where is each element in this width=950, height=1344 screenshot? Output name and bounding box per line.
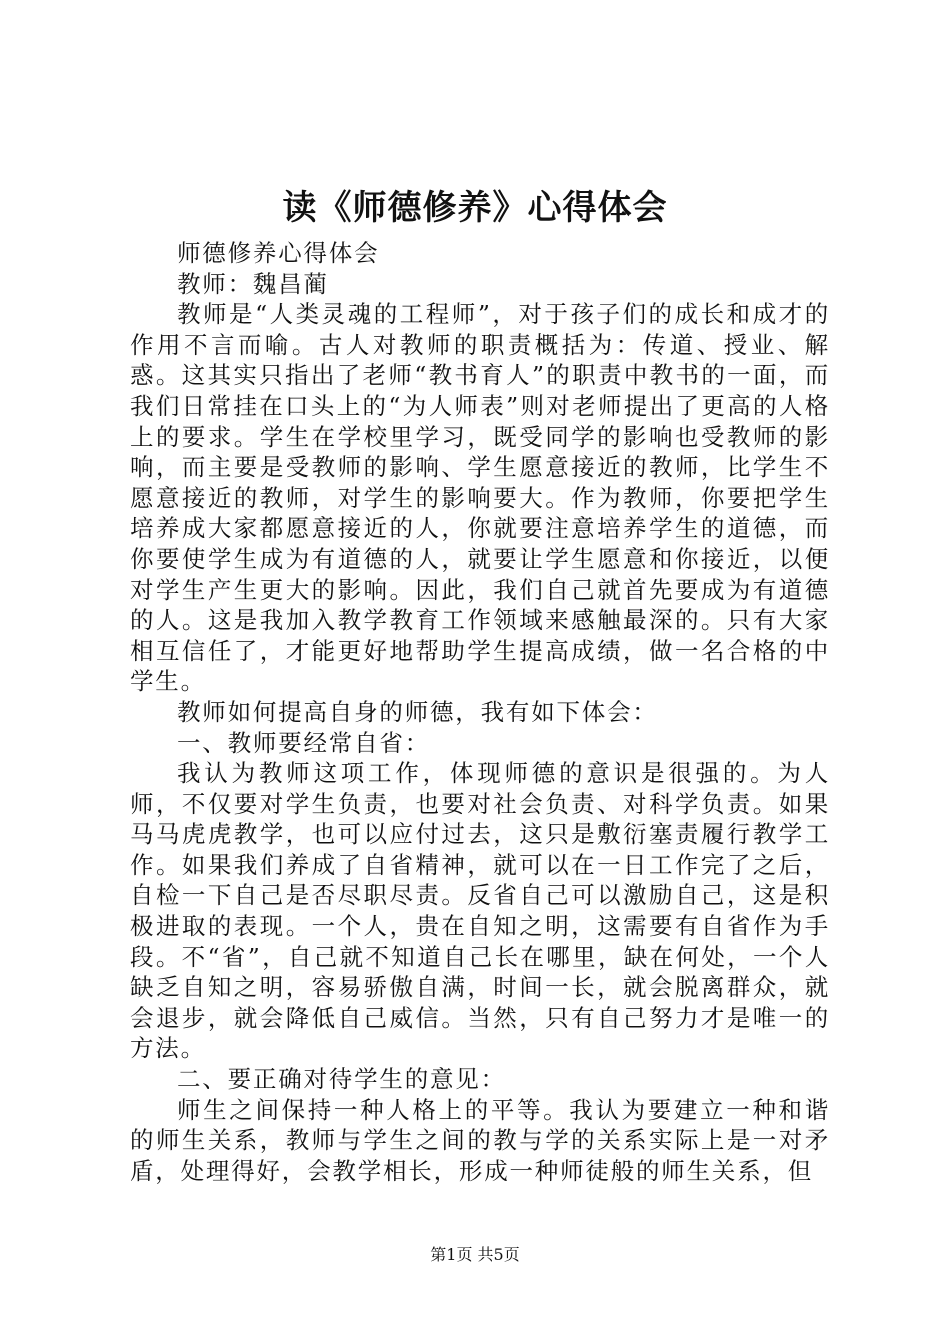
document-body <box>130 238 830 1186</box>
document-title: 读《师德修养》心得体会 <box>282 188 668 228</box>
page-footer: 第1页 共5页 <box>430 1245 520 1264</box>
paragraph-section-2: 师生之间保持一种人格上的平等。我认为要建立一种和谐的师生关系，教师与学生之间的教与学的关系实际上是一对矛盾，处理得好，会教学相长，形成一种师徒般的师生关系，但 <box>130 1095 830 1185</box>
paragraph-section-1: 我认为教师这项工作，体现师德的意识是很强的。为人师，不仅要对学生负责，也要对社会负责、对科学负责。如果马马虎虎教学，也可以应付过去，这只是敷衍塞责履行教学工作。如果我们养成了自省精神，就可以在一日工作完了之后，自检一下自己是否尽职尽责。反省自己可以激励自己，这是积极进取的表现。一个人，贵在自知之明，这需要有自省作为手段。不“省”，自己就不知道自己长在哪里，缺在何处，一个人缺乏自知之明，容易骄傲自满，时间一长，就会脱离群众，就会退步，就会降低自己威信。当然，只有自己努力才是唯一的方法。 <box>130 759 830 1063</box>
paragraph-author: 教师：魏昌蔺 <box>177 269 329 298</box>
paragraph-subtitle: 师德修养心得体会 <box>177 239 380 267</box>
paragraph-lead-in: 教师如何提高自身的师德，我有如下体会： <box>177 697 658 726</box>
section-heading-1: 一、教师要经常自省： <box>177 728 430 757</box>
section-heading-2: 二、要正确对待学生的意见： <box>177 1065 506 1094</box>
paragraph-intro: 教师是“人类灵魂的工程师”，对于孩子们的成长和成才的作用不言而喻。古人对教师的职责概括为：传道、授业、解惑。这其实只指出了老师“教书育人”的职责中教书的一面，而我们日常挂在口头上的“为人师表”则对老师提出了更高的人格上的要求。学生在学校里学习，既受同学的影响也受教师的影响，而主要是受教师的影响、学生愿意接近的教师，比学生不愿意接近的教师，对学生的影响要大。作为教师，你要把学生培养成大家都愿意接近的人，你就要注意培养学生的道德，而你要使学生成为有道德的人，就要让学生愿意和你接近，以便对学生产生更大的影响。因此，我们自己就首先要成为有道德的人。这是我加入教学教育工作领域来感触最深的。只有大家相互信任了，才能更好地帮助学生提高成绩，做一名合格的中学生。 <box>130 300 830 696</box>
